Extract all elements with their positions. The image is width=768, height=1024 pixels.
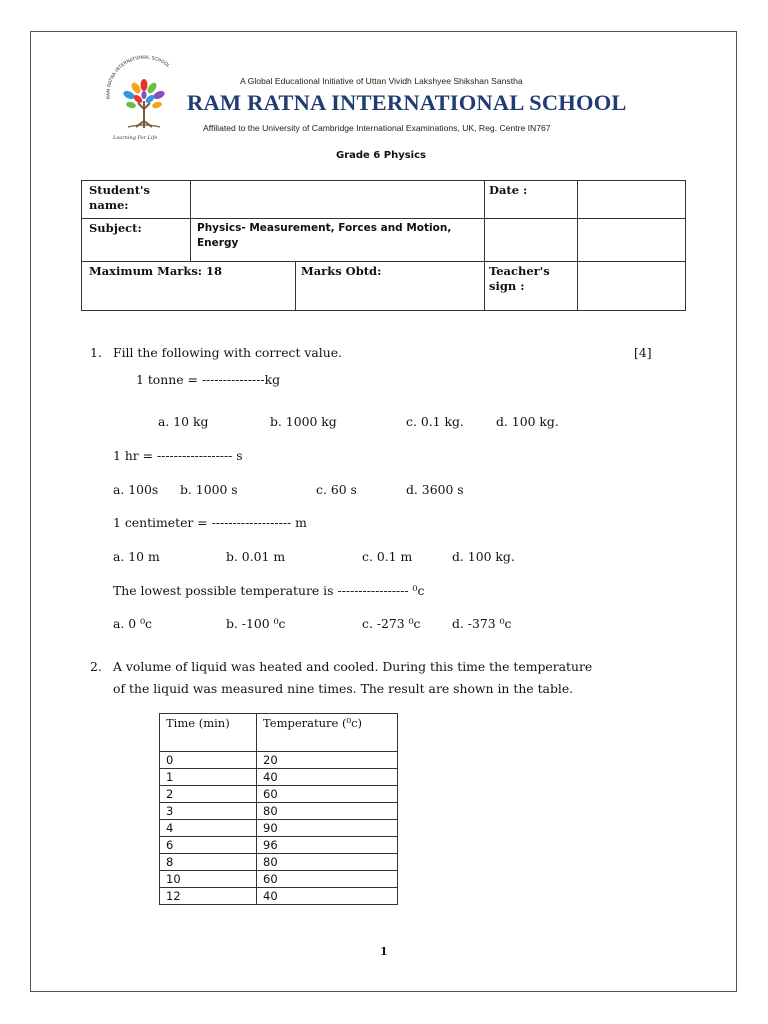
date-label: Date : <box>489 183 528 197</box>
temperature-cell: 90 <box>257 820 398 837</box>
temperature-cell: 80 <box>257 854 398 871</box>
q1-item3-option-d: d. 100 kg. <box>452 549 515 564</box>
question-2-line-2: of the liquid was measured nine times. The result are shown in the table. <box>113 681 574 696</box>
temperature-cell: 40 <box>257 888 398 905</box>
temperature-table <box>159 713 398 905</box>
q1-item3-option-b: b. 0.01 m <box>226 549 286 564</box>
q1-item4-option-b: b. -100 ⁰c <box>226 616 286 631</box>
temperature-cell: 20 <box>257 752 398 769</box>
q1-item3-option-c: c. 0.1 m <box>362 549 413 564</box>
table-header-row <box>160 714 398 752</box>
temperature-cell: 96 <box>257 837 398 854</box>
table-row <box>160 820 398 837</box>
school-name: RAM RATNA INTERNATIONAL SCHOOL <box>187 90 627 115</box>
table-row <box>160 803 398 820</box>
question-2-number: 2. <box>90 659 102 674</box>
question-1-marks: [4] <box>634 345 652 360</box>
time-cell: 6 <box>160 837 257 854</box>
subject-value: Physics- Measurement, Forces and Motion, Energy <box>197 222 452 249</box>
q1-item2-option-c: c. 60 s <box>316 482 357 497</box>
q1-item3-option-a: a. 10 m <box>113 549 160 564</box>
teacher-sign-field[interactable] <box>578 261 685 310</box>
q1-item1-option-b: b. 1000 kg <box>270 414 337 429</box>
max-marks: Maximum Marks: 18 <box>89 264 223 278</box>
logo-arc-text: RAM RATNA INTERNATIONAL SCHOOL <box>106 55 171 100</box>
student-info-table <box>81 180 686 311</box>
initiative-line: A Global Educational Initiative of Uttan Vividh Lakshyee Shikshan Sanstha <box>240 76 523 86</box>
time-cell: 2 <box>160 786 257 803</box>
question-1-text: Fill the following with correct value. <box>113 345 343 360</box>
affiliation-line: Affiliated to the University of Cambridge International Examinations, UK, Reg. Centre IN767 <box>203 123 551 133</box>
date-field[interactable] <box>578 181 685 218</box>
tree-icon <box>122 79 166 128</box>
time-cell: 8 <box>160 854 257 871</box>
table-row <box>160 854 398 871</box>
q1-item2-option-a: a. 100s <box>113 482 159 497</box>
q1-item1-option-d: d. 100 kg. <box>496 414 559 429</box>
time-cell: 3 <box>160 803 257 820</box>
table-row <box>160 871 398 888</box>
question-2-line-1: A volume of liquid was heated and cooled. During this time the temperature <box>113 659 593 674</box>
grade-title: Grade 6 Physics <box>336 150 426 161</box>
q1-item2-option-d: d. 3600 s <box>406 482 464 497</box>
time-cell: 1 <box>160 769 257 786</box>
table-row <box>160 888 398 905</box>
student-name-field[interactable] <box>191 181 483 218</box>
page-number: 1 <box>380 945 388 958</box>
table-row <box>160 769 398 786</box>
temperature-cell: 40 <box>257 769 398 786</box>
table-row <box>160 837 398 854</box>
temperature-cell: 60 <box>257 871 398 888</box>
q1-item4-option-d: d. -373 ⁰c <box>452 616 512 631</box>
q1-item2-prompt: 1 hr = ------------------ s <box>113 448 243 463</box>
q1-item1-prompt: 1 tonne = ---------------kg <box>136 372 281 387</box>
q1-item2-option-b: b. 1000 s <box>180 482 238 497</box>
q1-item1-option-a: a. 10 kg <box>158 414 209 429</box>
q1-item3-prompt: 1 centimeter = ------------------- m <box>113 515 307 530</box>
school-logo <box>100 55 188 145</box>
q1-item4-option-c: c. -273 ⁰c <box>362 616 421 631</box>
q1-item4-prompt: The lowest possible temperature is ----------------- ⁰c <box>113 583 425 598</box>
teacher-sign-label: Teacher's sign : <box>489 264 550 293</box>
time-column-header: Time (min) <box>160 714 257 752</box>
temperature-cell: 80 <box>257 803 398 820</box>
q1-item4-option-a: a. 0 ⁰c <box>113 616 152 631</box>
time-cell: 12 <box>160 888 257 905</box>
time-cell: 10 <box>160 871 257 888</box>
time-cell: 0 <box>160 752 257 769</box>
logo-motto: Learning For Life <box>113 135 158 141</box>
marks-obtained-label: Marks Obtd: <box>301 264 382 278</box>
question-1-number: 1. <box>90 345 102 360</box>
table-row <box>160 752 398 769</box>
q1-item1-option-c: c. 0.1 kg. <box>406 414 464 429</box>
temperature-cell: 60 <box>257 786 398 803</box>
temperature-column-header: Temperature (⁰c) <box>257 714 398 752</box>
subject-label: Subject: <box>89 221 142 235</box>
table-row <box>160 786 398 803</box>
time-cell: 4 <box>160 820 257 837</box>
student-name-label: Student's name: <box>89 183 151 212</box>
